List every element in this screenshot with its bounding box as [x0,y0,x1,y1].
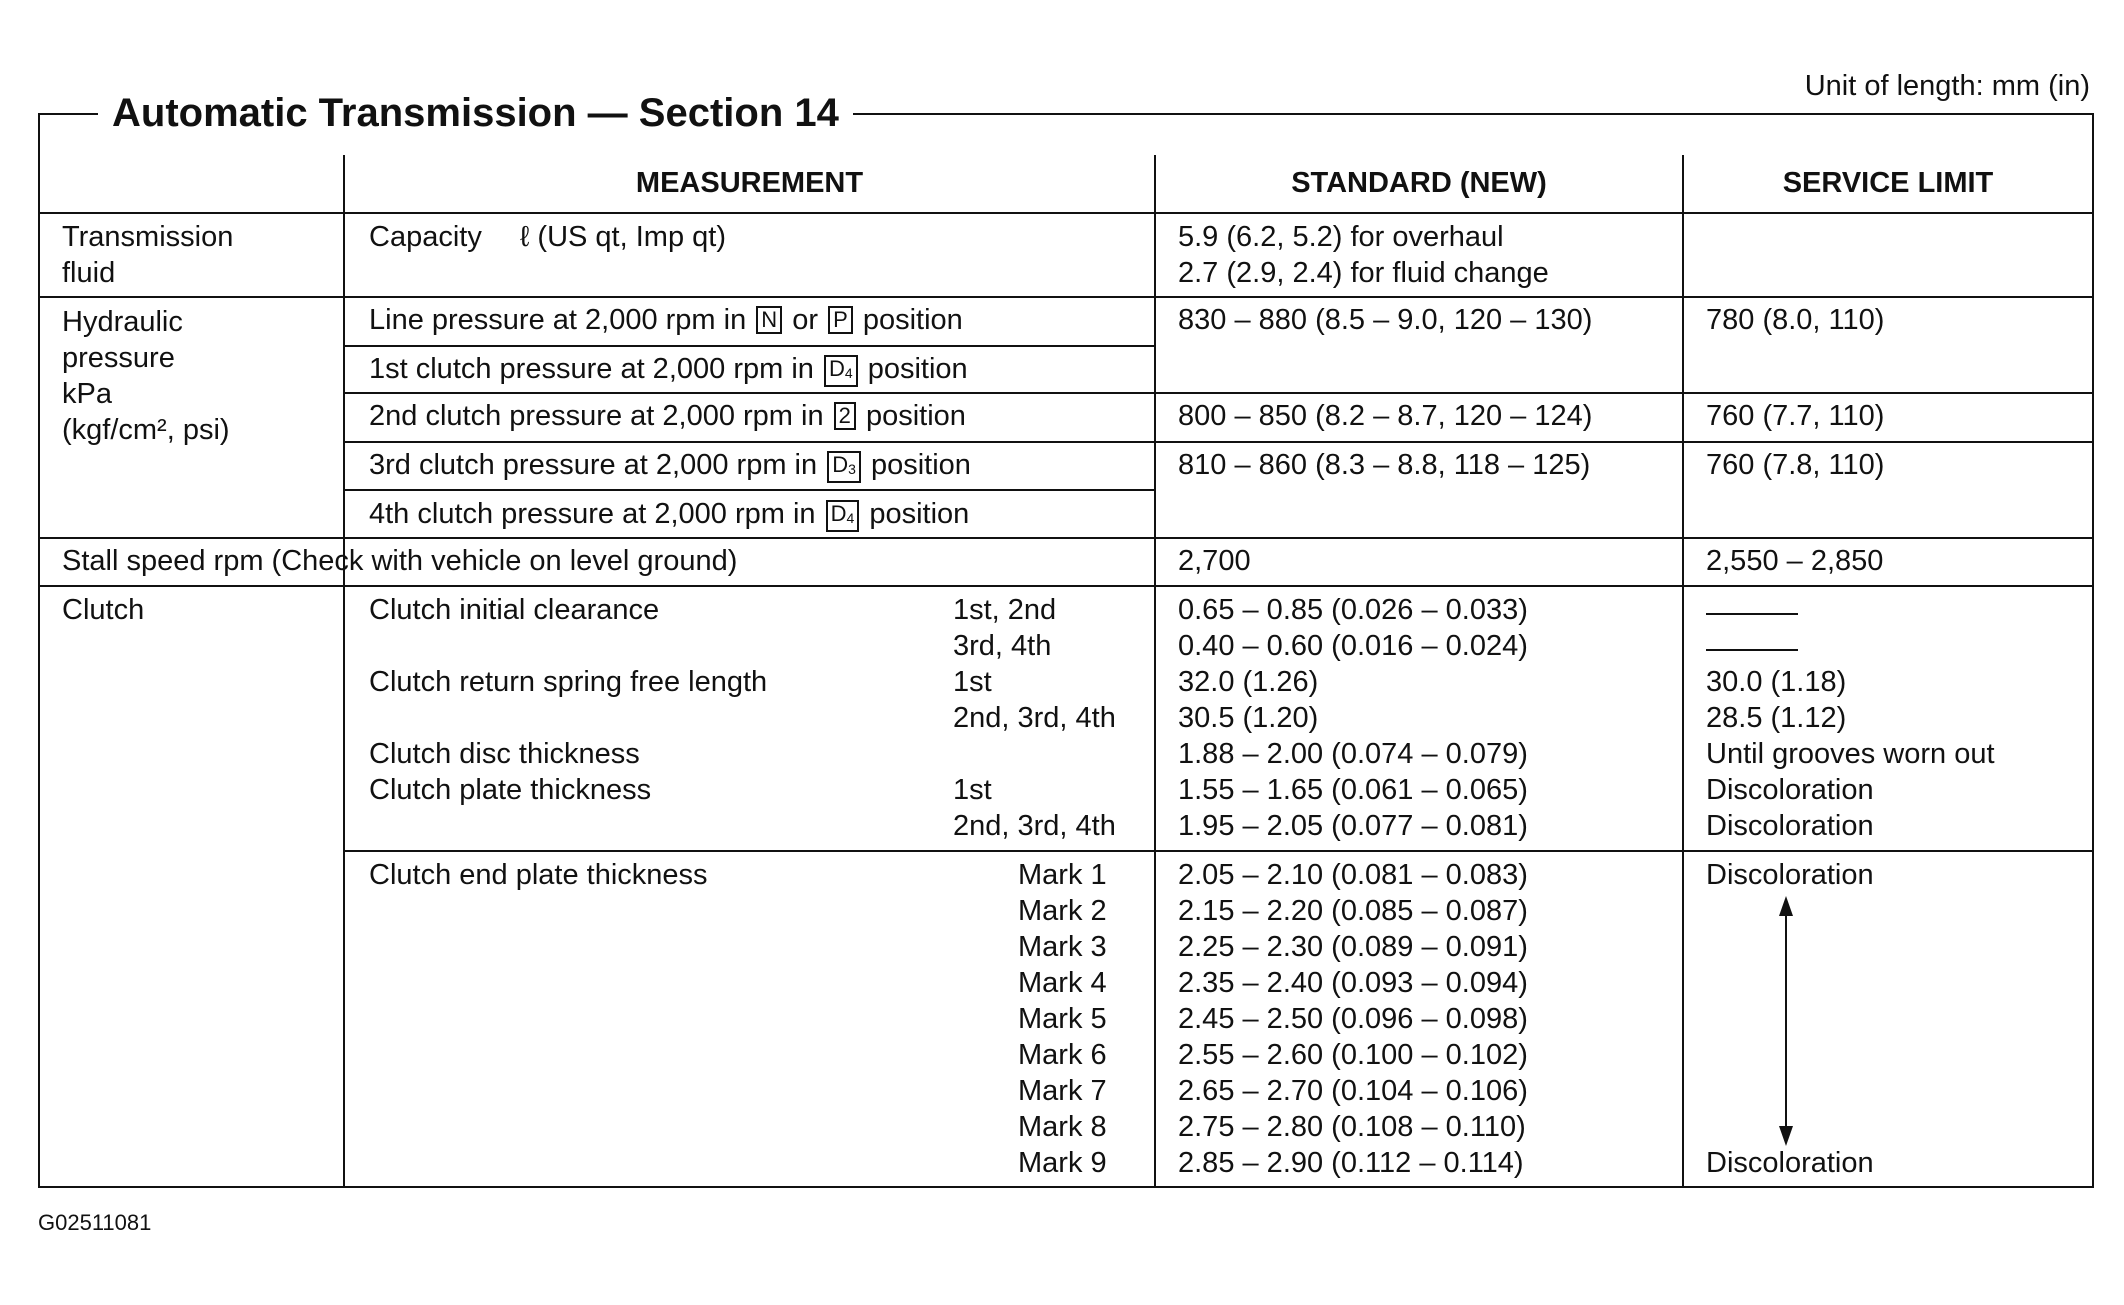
row-line-hyd-1 [343,345,1156,347]
mark-label: Mark 5 [1018,1003,1107,1035]
row-line-fluid [38,296,2094,298]
mark-label: Mark 7 [1018,1075,1107,1107]
row-text: 1st clutch pressure at 2,000 rpm in [369,353,814,385]
row-line-stall-top [38,537,2094,539]
mark-std: 2.55 – 2.60 (0.100 – 0.102) [1178,1039,1528,1071]
stall-label: Stall speed rpm (Check with vehicle on level ground) [62,545,738,577]
mark-std: 2.65 – 2.70 (0.104 – 0.106) [1178,1075,1528,1107]
selector-d3-box [827,451,861,483]
hydraulic-limit-2: 760 (7.7, 110) [1706,400,1885,432]
row-text-position: position [865,400,966,432]
clutch-item-sub: 3rd, 4th [953,630,1052,662]
row-text: Line pressure at 2,000 rpm in [369,304,747,336]
right-rule [2092,113,2094,1188]
clutch-item-std: 1.55 – 1.65 (0.061 – 0.065) [1178,774,1528,806]
capacity-unit: ℓ (US qt, Imp qt) [520,221,726,253]
mark-std: 2.45 – 2.50 (0.096 – 0.098) [1178,1003,1528,1035]
selector-2-box: 2 [834,402,856,430]
figure-id: G02511081 [38,1210,152,1235]
fluid-std-1: 5.9 (6.2, 5.2) for overhaul [1178,221,1504,253]
clutch-item-name: Clutch initial clearance [369,594,660,626]
col-line-2 [1154,155,1156,1186]
end-plate-label: Clutch end plate thickness [369,859,708,891]
mark-std: 2.25 – 2.30 (0.089 – 0.091) [1178,931,1528,963]
box-sub: 4 [844,365,853,381]
bottom-rule [38,1186,2094,1188]
row-text-position: position [869,498,970,530]
mark-label: Mark 4 [1018,967,1107,999]
capacity-label: Capacity [369,221,482,253]
clutch-item-std: 0.65 – 0.85 (0.026 – 0.033) [1178,594,1528,626]
clutch-item-std: 32.0 (1.26) [1178,666,1319,698]
fluid-std-2: 2.7 (2.9, 2.4) for fluid change [1178,257,1549,289]
hydraulic-label-1: Hydraulic [62,306,183,338]
clutch-item-name: Clutch disc thickness [369,738,640,770]
clutch-label: Clutch [62,594,145,626]
header-measurement: MEASUREMENT [635,167,864,199]
hydraulic-row-3rd [369,447,971,483]
hydraulic-label-4: (kgf/cm², psi) [62,414,230,446]
fluid-label-1: Transmission [62,221,234,253]
col-line-3b [1682,297,1684,1186]
hydraulic-label-3: kPa [62,378,112,410]
box-letter: D [828,356,845,381]
clutch-item-std: 0.40 – 0.60 (0.016 – 0.024) [1178,630,1528,662]
end-plate-limit-bottom: Discoloration [1706,1147,1874,1179]
row-line-stall-bottom [38,585,2094,587]
fluid-label-2: fluid [62,257,116,289]
hydraulic-row-2nd [369,398,966,434]
row-text-position: position [862,304,963,336]
col-line-1 [343,155,345,1186]
hydraulic-row-line [369,302,963,338]
hydraulic-std-1: 830 – 880 (8.5 – 9.0, 120 – 130) [1178,304,1593,336]
row-text: 3rd clutch pressure at 2,000 rpm in [369,449,818,481]
row-line-endplate [343,850,2094,852]
clutch-item-limit: Discoloration [1706,810,1874,842]
clutch-item-sub: 2nd, 3rd, 4th [953,810,1116,842]
end-plate-limit-top: Discoloration [1706,859,1874,891]
mark-label: Mark 2 [1018,895,1107,927]
clutch-item-std: 1.95 – 2.05 (0.077 – 0.081) [1178,810,1528,842]
row-line-hyd-2 [343,392,2094,394]
unit-note: Unit of length: mm (in) [1804,70,2090,102]
hydraulic-limit-3: 760 (7.8, 110) [1706,449,1885,481]
clutch-item-limit: Discoloration [1706,774,1874,806]
mark-label: Mark 6 [1018,1039,1107,1071]
hydraulic-limit-1: 780 (8.0, 110) [1706,304,1885,336]
box-sub: 4 [846,510,855,526]
hydraulic-row-1st [369,351,968,387]
clutch-item-std: 1.88 – 2.00 (0.074 – 0.079) [1178,738,1528,770]
hydraulic-row-4th [369,496,969,532]
mark-std: 2.05 – 2.10 (0.081 – 0.083) [1178,859,1528,891]
double-arrow-icon [1772,896,1800,1146]
selector-n-box: N [756,306,782,334]
clutch-item-std: 30.5 (1.20) [1178,702,1319,734]
mark-label: Mark 9 [1018,1147,1107,1179]
row-text: 2nd clutch pressure at 2,000 rpm in [369,400,824,432]
clutch-item-sub: 2nd, 3rd, 4th [953,702,1116,734]
clutch-item-limit: 30.0 (1.18) [1706,666,1847,698]
clutch-limit-none [1706,641,1798,659]
mark-label: Mark 8 [1018,1111,1107,1143]
hydraulic-std-2: 800 – 850 (8.2 – 8.7, 120 – 124) [1178,400,1593,432]
left-rule [38,113,40,1188]
clutch-item-sub: 1st, 2nd [953,594,1057,626]
box-letter: D [830,501,847,526]
clutch-limit-none [1706,605,1798,623]
clutch-item-name: Clutch return spring free length [369,666,768,698]
box-sub: 3 [848,461,856,477]
clutch-item-sub: 1st [953,666,992,698]
row-line-hyd-4 [343,489,1156,491]
stall-std: 2,700 [1178,545,1251,577]
header-standard: STANDARD (NEW) [1291,167,1547,199]
row-text-position: position [867,353,968,385]
selector-p-box: P [828,306,853,334]
row-text-or: or [792,304,819,336]
box-letter: D [832,452,849,477]
clutch-item-limit: Until grooves worn out [1706,738,1995,770]
selector-d4-box [826,500,860,532]
row-line-hyd-3 [343,441,2094,443]
mark-std: 2.85 – 2.90 (0.112 – 0.114) [1178,1147,1524,1179]
hydraulic-std-3: 810 – 860 (8.3 – 8.8, 118 – 125) [1178,449,1591,481]
page-title: Automatic Transmission — Section 14 [98,86,853,140]
mark-std: 2.75 – 2.80 (0.108 – 0.110) [1178,1111,1526,1143]
hydraulic-label-2: pressure [62,342,175,374]
stall-limit: 2,550 – 2,850 [1706,545,1884,577]
row-text-position: position [870,449,971,481]
clutch-item-sub: 1st [953,774,992,806]
row-text: 4th clutch pressure at 2,000 rpm in [369,498,816,530]
clutch-item-limit: 28.5 (1.12) [1706,702,1847,734]
mark-std: 2.15 – 2.20 (0.085 – 0.087) [1178,895,1528,927]
mark-label: Mark 1 [1018,859,1107,891]
header-limit: SERVICE LIMIT [1782,167,1994,199]
row-line-header [38,212,2094,214]
mark-label: Mark 3 [1018,931,1107,963]
mark-std: 2.35 – 2.40 (0.093 – 0.094) [1178,967,1528,999]
selector-d4-box [824,355,858,387]
clutch-item-name: Clutch plate thickness [369,774,652,806]
